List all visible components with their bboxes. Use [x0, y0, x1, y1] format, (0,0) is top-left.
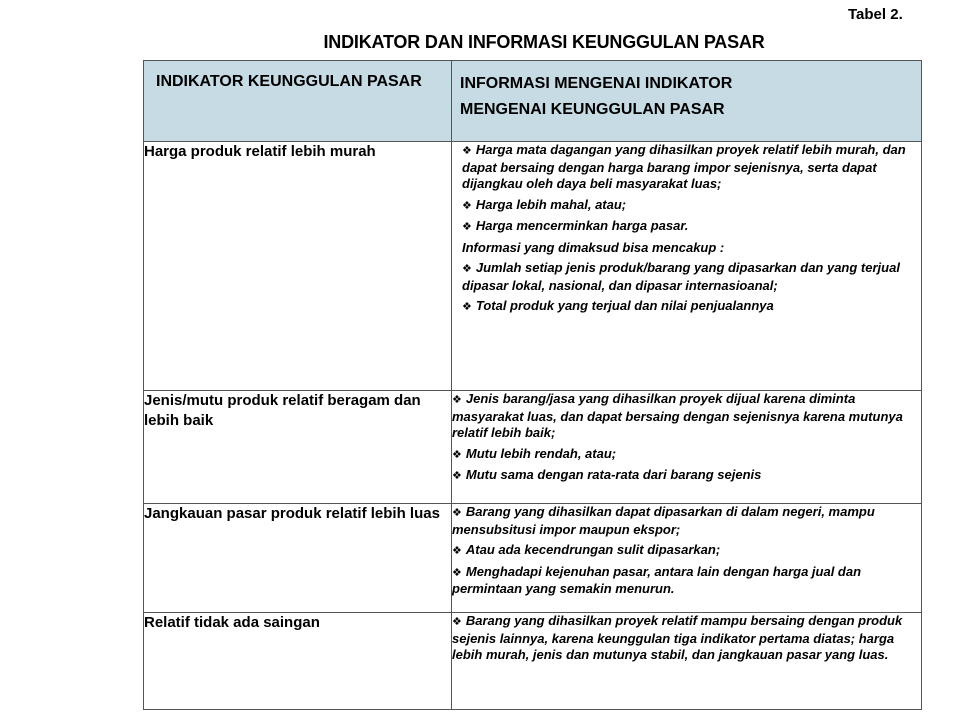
information-cell	[452, 504, 922, 613]
diamond-bullet-icon	[462, 197, 476, 212]
diamond-bullet-icon	[452, 613, 466, 628]
table-number-label: Tabel 2.	[848, 6, 903, 23]
document-title: INDIKATOR DAN INFORMASI KEUNGGULAN PASAR	[323, 32, 765, 52]
info-item: ❖ Barang yang dihasilkan proyek relatif mampu bersaing dengan produk sejenis lainnya, karena keunggulan tiga indikator pertama diatas; harga lebih murah, jenis dan mutunya stabil, dan jangkauan pasar yang luas.	[452, 613, 921, 664]
diamond-bullet-icon	[452, 542, 466, 557]
indicator-cell: Jangkauan pasar produk relatif lebih luas	[144, 504, 452, 613]
diamond-bullet-icon	[462, 260, 476, 275]
indicator-cell: Relatif tidak ada saingan	[144, 613, 452, 710]
header-indicator: INDIKATOR KEUNGGULAN PASAR	[144, 61, 452, 142]
table-row	[144, 391, 922, 504]
header-information-line2: MENGENAI KEUNGGULAN PASAR	[460, 101, 725, 118]
info-item: Informasi yang dimaksud bisa mencakup :	[462, 239, 725, 255]
table-header-row	[144, 61, 922, 142]
diamond-bullet-icon	[462, 142, 476, 157]
indicator-cell: Jenis/mutu produk relatif beragam dan lebih baik	[144, 391, 452, 504]
diamond-bullet-icon	[452, 564, 466, 579]
diamond-bullet-icon	[462, 218, 476, 233]
table-row	[144, 142, 922, 391]
header-information	[452, 61, 922, 142]
diamond-bullet-icon	[452, 391, 466, 406]
table-row	[144, 504, 922, 613]
information-cell	[452, 391, 922, 504]
info-item: ❖ Atau ada kecendrungan sulit dipasarkan;	[452, 542, 921, 560]
info-item: ❖ Total produk yang terjual dan nilai penjualannya	[452, 298, 921, 316]
market-advantage-table	[143, 60, 922, 710]
information-cell	[452, 142, 922, 391]
information-cell	[452, 613, 922, 710]
info-item: ❖ Jumlah setiap jenis produk/barang yang dipasarkan dan yang terjual dipasar lokal, nasional, dan dipasar internasioanal;	[452, 260, 921, 294]
diamond-bullet-icon	[452, 446, 466, 461]
info-item: ❖ Mutu sama dengan rata-rata dari barang sejenis	[452, 467, 921, 485]
indicator-cell: Harga produk relatif lebih murah	[144, 142, 452, 391]
info-item: ❖ Harga lebih mahal, atau;	[452, 197, 921, 215]
info-item: ❖ Barang yang dihasilkan dapat dipasarkan di dalam negeri, mampu mensubsitusi impor maupun ekspor;	[452, 504, 921, 538]
header-information-line1: INFORMASI MENGENAI INDIKATOR	[460, 75, 733, 92]
table-row	[144, 613, 922, 710]
diamond-bullet-icon	[452, 504, 466, 519]
info-item: ❖ Mutu lebih rendah, atau;	[452, 446, 921, 464]
info-item: ❖ Harga mencerminkan harga pasar.	[452, 218, 921, 236]
diamond-bullet-icon	[462, 298, 476, 313]
info-item: ❖ Harga mata dagangan yang dihasilkan proyek relatif lebih murah, dan dapat bersaing dengan harga barang impor sejenisnya, serta dapat dijangkau oleh daya beli masyarakat luas;	[452, 142, 921, 193]
diamond-bullet-icon	[452, 467, 466, 482]
info-item: ❖ Jenis barang/jasa yang dihasilkan proyek dijual karena diminta masyarakat luas, dan dapat bersaing dengan sejenisnya karena mutunya relatif lebih baik;	[452, 391, 921, 442]
info-item: ❖ Menghadapi kejenuhan pasar, antara lain dengan harga jual dan permintaan yang semakin menurun.	[452, 564, 921, 598]
